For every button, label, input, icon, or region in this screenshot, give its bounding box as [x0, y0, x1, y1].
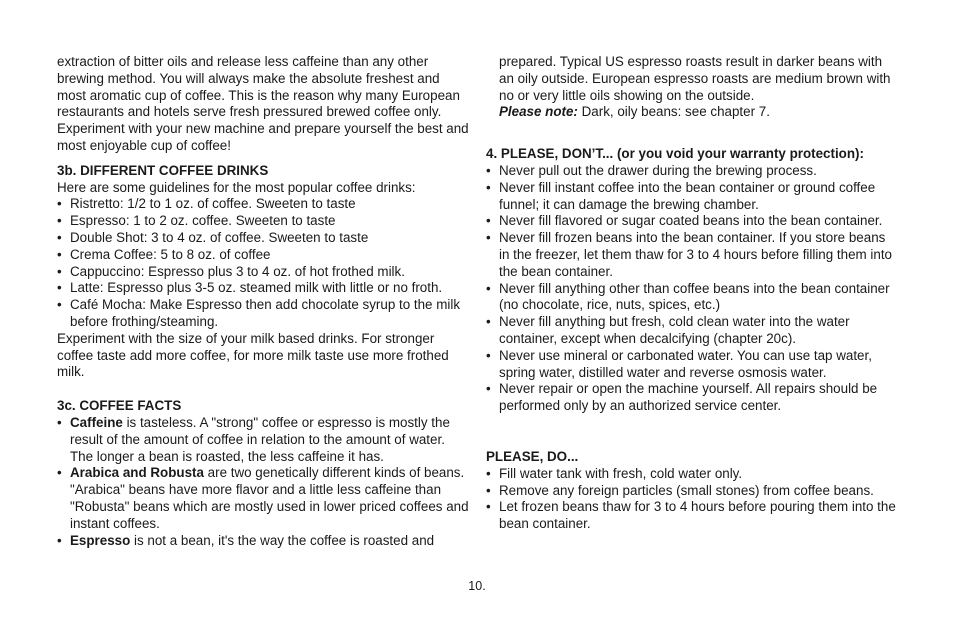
fact-text: is tasteless. A "strong" coffee or espresso is mostly the result of the amount of coffee in relation to the amount of water. The longer a bean is roasted, the less caffeine it has.: [70, 414, 450, 464]
list-item: [57, 465, 469, 532]
list-item: • Ristretto: 1/2 to 1 oz. of coffee. Sweeten to taste: [57, 196, 469, 213]
list-item: [57, 415, 469, 465]
intro-paragraph: extraction of bitter oils and release less caffeine than any other brewing method. You will always make the absolute freshest and most aromatic cup of coffee. This is the reason why many European restaurants and hotels serve fresh pressured brewed coffee only. Experiment with your new machine and prepare yourself the best and most enjoyable cup of coffee!: [57, 54, 469, 153]
page-number: 10.: [468, 579, 486, 593]
donts-list: [486, 163, 898, 415]
drinks-list: [57, 196, 469, 330]
list-item: • Espresso: 1 to 2 oz. coffee. Sweeten to taste: [57, 213, 469, 230]
fact-term: Espresso: [70, 532, 131, 548]
fact-term: Arabica and Robusta: [70, 465, 204, 481]
list-item: • Never fill flavored or sugar coated beans into the bean container.: [486, 213, 898, 230]
facts-list: [57, 415, 469, 549]
list-item: • Never fill instant coffee into the bean container or ground coffee funnel; it can damage the brewing chamber.: [486, 180, 898, 214]
list-item: • Crema Coffee: 5 to 8 oz. of coffee: [57, 247, 469, 264]
list-item: • Never fill anything but fresh, cold clean water into the water container, except when decalcifying (chapter 20c).: [486, 314, 898, 348]
note-text: Dark, oily beans: see chapter 7.: [577, 104, 770, 120]
espresso-continued: prepared. Typical US espresso roasts result in darker beans with an oily outside. European espresso roasts are medium brown with no or very little oils showing on the outside.: [499, 54, 891, 103]
fact-term: Caffeine: [70, 414, 123, 430]
dos-heading: PLEASE, DO...: [486, 448, 579, 464]
list-item: • Never pull out the drawer during the brewing process.: [486, 163, 898, 180]
note-line: [486, 104, 898, 121]
donts-heading: 4. PLEASE, DON’T... (or you void your warranty protection):: [486, 146, 864, 162]
list-item: • Never fill frozen beans into the bean container. If you store beans in the freezer, let them thaw for 3 to 4 hours before filling them into the bean container.: [486, 230, 898, 280]
list-item: • Cappuccino: Espresso plus 3 to 4 oz. of hot frothed milk.: [57, 264, 469, 281]
drinks-outro: Experiment with the size of your milk based drinks. For stronger coffee taste add more coffee, for more milk taste use more frothed milk.: [57, 330, 449, 380]
list-item: • Never use mineral or carbonated water. You can use tap water, spring water, distilled water and reverse osmosis water.: [486, 348, 898, 382]
right-column: [486, 54, 898, 533]
list-item: [57, 533, 469, 550]
list-item: • Let frozen beans thaw for 3 to 4 hours before pouring them into the bean container.: [486, 499, 898, 533]
dos-list: [486, 466, 898, 533]
list-item: • Café Mocha: Make Espresso then add chocolate syrup to the milk before frothing/steaming.: [57, 297, 469, 331]
note-label: Please note:: [499, 104, 578, 120]
list-item: • Never repair or open the machine yourself. All repairs should be performed only by an authorized service center.: [486, 381, 898, 415]
drinks-intro: Here are some guidelines for the most popular coffee drinks:: [57, 179, 416, 195]
list-item: • Latte: Espresso plus 3-5 oz. steamed milk with little or no froth.: [57, 280, 469, 297]
list-item: • Double Shot: 3 to 4 oz. of coffee. Sweeten to taste: [57, 230, 469, 247]
fact-text: is not a bean, it's the way the coffee is roasted and: [130, 532, 435, 548]
drinks-heading: 3b. DIFFERENT COFFEE DRINKS: [57, 162, 269, 178]
list-item: • Fill water tank with fresh, cold water only.: [486, 466, 898, 483]
facts-heading: 3c. COFFEE FACTS: [57, 398, 182, 414]
left-column: [57, 54, 469, 549]
list-item: • Never fill anything other than coffee beans into the bean container (no chocolate, rice, nuts, spices, etc.): [486, 281, 898, 315]
list-item: • Remove any foreign particles (small stones) from coffee beans.: [486, 483, 898, 500]
fact-text: are two genetically different kinds of beans. "Arabica" beans have more flavor and a little less caffeine than "Robusta" beans which are mostly used in lower priced coffees and instant coffees.: [70, 465, 469, 531]
